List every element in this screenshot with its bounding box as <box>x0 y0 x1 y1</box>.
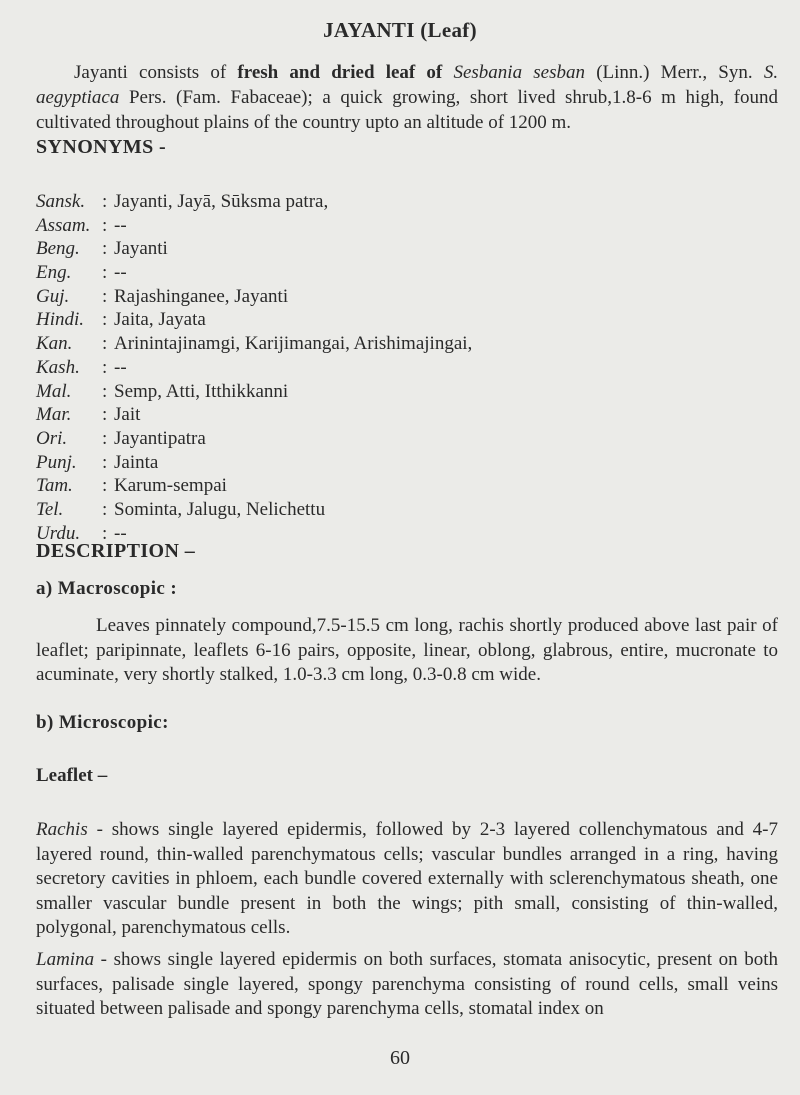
synonym-row <box>36 214 756 238</box>
rachis-paragraph <box>36 818 778 941</box>
synonym-value: Jait <box>114 404 141 426</box>
synonym-language: Kash. <box>36 356 80 378</box>
synonym-value: Rajashinganee, Jayanti <box>114 285 289 307</box>
synonym-language: Mal. <box>36 380 72 402</box>
synonym-value: -- <box>114 214 127 236</box>
synonym-row <box>36 261 756 285</box>
synonym-separator: : <box>102 380 108 402</box>
synonym-value: -- <box>114 522 127 544</box>
synonym-separator: : <box>102 214 108 236</box>
lamina-text: - shows single layered epidermis on both surfaces, stomata anisocytic, present on both surfaces, palisade single layered, spongy parenchyma consisting of round cells, small veins situated between palisade and spongy parenchyma cells, stomatal index on <box>36 949 778 1019</box>
synonym-language: Guj. <box>36 285 70 307</box>
synonym-language: Kan. <box>36 333 73 355</box>
synonym-separator: : <box>102 356 108 378</box>
synonym-language: Punj. <box>36 451 77 473</box>
synonym-separator: : <box>102 285 108 307</box>
synonym-separator: : <box>102 333 108 355</box>
synonym-language: Sansk. <box>36 191 86 212</box>
synonym-language: Assam. <box>36 214 91 236</box>
intro-species: Sesbania sesban <box>453 62 585 83</box>
synonym-separator: : <box>102 522 108 544</box>
synonym-value: Jayanti, Jayā, Sūksma patra, <box>114 191 329 212</box>
intro-after-species: (Linn.) Merr., Syn. <box>596 62 753 83</box>
synonym-value: Semp, Atti, Itthikkanni <box>114 380 289 402</box>
synonym-row <box>36 285 756 309</box>
macroscopic-paragraph: Leaves pinnately compound,7.5-15.5 cm long, rachis shortly produced above last pair of leaflet; paripinnate, leaflets 6-16 pairs, opposite, linear, oblong, glabrous, entire, mucronate to acuminate, very shortly stalked, 1.0-3.3 cm long, 0.3-0.8 cm wide. <box>36 615 778 685</box>
synonym-row <box>36 403 756 427</box>
synonym-row <box>36 356 756 380</box>
intro-bold: fresh and dried leaf of <box>237 62 443 83</box>
synonym-separator: : <box>102 404 108 426</box>
intro-rest: Pers. (Fam. Fabaceae); a quick growing, short lived shrub,1.8-6 m high, found cultivated throughout plains of the country upto an altitude of 1200 m. <box>36 87 779 133</box>
synonym-separator: : <box>102 262 108 284</box>
synonym-value: Jayanti <box>114 238 168 260</box>
rachis-text: - shows single layered epidermis, followed by 2-3 layered collenchymatous and 4-7 layered round, thin-walled parenchymatous cells; vascular bundles arranged in a ring, having secretory cavities in phloem, each bundle covered externally with sclerenchymatous sheath, one smaller vascular bundle present in both the wings; pith small, consisting of thin-walled, polygonal, parenchymatous cells. <box>36 819 778 938</box>
synonym-separator: : <box>102 427 108 449</box>
synonym-row <box>36 427 756 451</box>
synonym-language: Urdu. <box>36 522 81 544</box>
synonym-row <box>36 474 756 498</box>
synonyms-heading: SYNONYMS - <box>36 136 167 158</box>
intro-synonym-abbr: S. aegyptiaca <box>36 62 779 108</box>
synonym-value: -- <box>114 262 127 284</box>
leaflet-heading: Leaflet – <box>36 765 108 786</box>
synonym-row <box>36 190 756 214</box>
intro-paragraph <box>36 60 778 135</box>
synonym-language: Eng. <box>36 262 72 284</box>
microscopic-heading: b) Microscopic: <box>36 712 169 733</box>
synonym-row <box>36 451 756 475</box>
synonym-value: Sominta, Jalugu, Nelichettu <box>114 498 326 520</box>
synonym-value: Arinintajinamgi, Karijimangai, Arishimajingai, <box>114 333 473 355</box>
synonym-separator: : <box>102 451 108 473</box>
synonym-value: Jaita, Jayata <box>114 309 206 331</box>
lamina-paragraph <box>36 948 778 1022</box>
lamina-label: Lamina <box>36 949 95 970</box>
synonym-separator: : <box>102 498 108 520</box>
synonym-row <box>36 498 756 522</box>
synonyms-list <box>36 190 756 545</box>
synonym-row <box>36 308 756 332</box>
macroscopic-heading: a) Macroscopic : <box>36 578 178 599</box>
synonym-separator: : <box>102 191 108 212</box>
description-heading: DESCRIPTION – <box>36 540 196 562</box>
synonym-language: Hindi. <box>36 309 85 331</box>
page-number: 60 <box>390 1047 410 1069</box>
synonym-value: Jainta <box>114 451 159 473</box>
synonym-row <box>36 237 756 261</box>
synonym-language: Tam. <box>36 475 73 497</box>
synonym-language: Mar. <box>36 404 72 426</box>
synonym-separator: : <box>102 475 108 497</box>
synonym-row <box>36 380 756 404</box>
synonym-language: Ori. <box>36 427 68 449</box>
intro-lead: Jayanti consists of <box>74 62 227 83</box>
synonym-value: Jayantipatra <box>114 427 206 449</box>
synonym-value: Karum-sempai <box>114 475 227 497</box>
synonym-separator: : <box>102 309 108 331</box>
rachis-label: Rachis <box>36 819 88 840</box>
page-title: JAYANTI (Leaf) <box>323 18 477 42</box>
synonym-value: -- <box>114 356 127 378</box>
synonym-language: Beng. <box>36 238 80 260</box>
synonym-row <box>36 332 756 356</box>
synonym-language: Tel. <box>36 498 64 520</box>
synonym-separator: : <box>102 238 108 260</box>
